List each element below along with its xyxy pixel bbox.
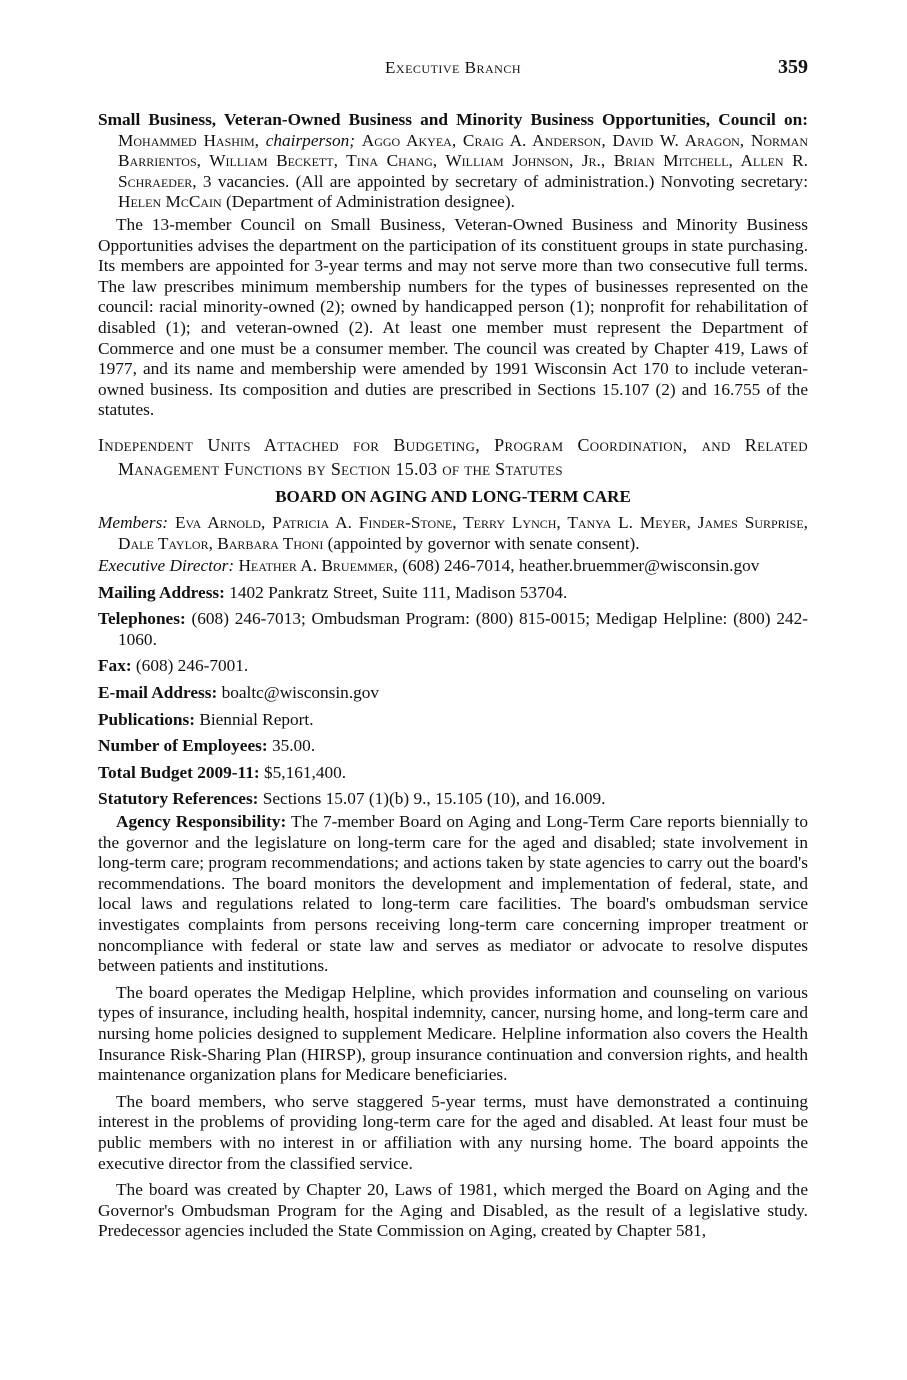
board-paragraph: The board was created by Chapter 20, Laws of 1981, which merged the Board on Aging and the Governor's Ombudsman Program for the Aging and Disabled, as the result of a legislative study. Predecessor agencies included the State Commission on Aging, created by Chapter 581, [98, 1180, 808, 1241]
board-field-label: Statutory References: [98, 789, 259, 809]
council-title: Small Business, Veteran-Owned Business and Minority Business Opportunities, Council on: [98, 110, 808, 129]
agency-responsibility-label: Agency Responsibility: [116, 812, 287, 832]
board-field [98, 763, 808, 784]
board-field-value: Sections 15.07 (1)(b) 9., 15.105 (10), and 16.009. [262, 789, 606, 809]
page-number: 359 [778, 56, 808, 78]
board-paragraph: The board members, who serve staggered 5-year terms, must have demonstrated a continuing interest in the problems of providing long-term care for the aged and disabled. At least four must be public members with no interest in or affiliation with any nursing home. The board appoints the executive director from the classified service. [98, 1091, 808, 1173]
board-title: BOARD ON AGING AND LONG-TERM CARE [275, 486, 631, 506]
agency-responsibility [98, 812, 808, 977]
board-paragraph: The board operates the Medigap Helpline, which provides information and counseling on various types of insurance, including health, hospital indemnity, cancer, nursing home, and long-term care and nursing home policies designed to supplement Medicare. Helpline information also covers the Health Insurance Risk-Sharing Plan (HIRSP), group insurance continuation and conversion rights, and health maintenance organization plans for Medicare beneficiaries. [98, 982, 808, 1085]
council-secretary-name: Helen McCain [118, 192, 222, 212]
board-members-label: Members: [98, 512, 169, 532]
board-field [98, 609, 808, 650]
board-field [98, 656, 808, 677]
board-field-value: (608) 246-7001. [135, 656, 249, 676]
council-entry [98, 110, 808, 213]
board-field-label: Publications: [98, 709, 195, 729]
board-field [98, 710, 808, 731]
section-heading: Independent Units Attached for Budgeting, Program Coordination, and Related Management Functions by Section 15.03 of the Statutes [98, 434, 808, 479]
board-paragraphs [98, 983, 808, 1242]
board-field [98, 736, 808, 757]
agency-responsibility-text: The 7-member Board on Aging and Long-Term Care reports biennially to the governor and the legislature on long-term care for the aged and disabled; state involvement in long-term care; program recommendations; and actions taken by state agencies to carry out the board's recommendations. The board monitors the development and implementation of federal, state, and local laws and regulations related to long-term care facilities. The board's ombudsman service investigates complaints from persons receiving long-term care concerning improper treatment or noncompliance with federal or state law and serves as mediator or advocate to resolve disputes between patients and institutions. [98, 812, 809, 976]
executive-director-name: Heather A. Bruemmer, [238, 556, 398, 576]
council-description: The 13-member Council on Small Business, Veteran-Owned Business and Minority Business Opportunities advises the department on the participation of its constituent groups in state purchasing. Its members are appointed for 3-year terms and may not serve more than two consecutive full terms. The law prescribes minimum membership numbers for the types of businesses represented on the council: racial minority-owned (2); owned by handicapped person (1); nonprofit for rehabilitation of disabled (1); and veteran-owned (2). At least one member must represent the Department of Commerce and one must be a consumer member. The council was created by Chapter 419, Laws of 1977, and its name and membership were amended by 1991 Wisconsin Act 170 to include veteran-owned business. Its composition and duties are prescribed in Sections 15.107 (2) and 16.755 of the statutes. [98, 214, 808, 420]
board-field-label: Total Budget 2009-11: [98, 762, 260, 782]
board-field-label: Fax: [98, 656, 132, 676]
board-field [98, 789, 808, 810]
board-fields [98, 583, 808, 810]
board-members-names: Eva Arnold, Patricia A. Finder-Stone, Terry Lynch, Tanya L. Meyer, James Surprise, Dale Taylor, Barbara Thoni [118, 512, 808, 553]
council-members: Aggo Akyea, Craig A. Anderson, David W. Aragon, Norman Barrientos, William Beckett, Tina Chang, William Johnson, Jr., Brian Mitchell, Allen R. Schraeder, [118, 130, 809, 191]
board-field-value: boaltc@wisconsin.gov [221, 683, 380, 703]
executive-director-entry [98, 556, 808, 577]
executive-director-label: Executive Director: [98, 556, 235, 576]
board-field-value: 1402 Pankratz Street, Suite 111, Madison 53704. [229, 582, 568, 602]
council-vacancies: 3 vacancies. (All are appointed by secretary of administration.) Nonvoting secretary: [202, 171, 808, 191]
board-field-label: E-mail Address: [98, 683, 218, 703]
board-members-note: (appointed by governor with senate consent). [327, 533, 640, 553]
document-page [98, 56, 808, 1242]
running-title: Executive Branch [385, 58, 521, 77]
board-field-label: Mailing Address: [98, 582, 225, 602]
board-field-value: (608) 246-7013; Ombudsman Program: (800) 815-0015; Medigap Helpline: (800) 242-1060. [118, 609, 809, 649]
board-members-entry [98, 513, 808, 554]
board-field-value: $5,161,400. [263, 762, 347, 782]
board-field [98, 583, 808, 604]
executive-director-contact: (608) 246-7014, heather.bruemmer@wisconsin.gov [402, 556, 760, 576]
running-header [98, 56, 808, 82]
board-field-label: Telephones: [98, 609, 186, 629]
council-secretary-note: (Department of Administration designee). [226, 192, 515, 212]
board-field-value: 35.00. [271, 736, 316, 756]
council-chair-name: Mohammed Hashim, [118, 130, 259, 150]
board-field [98, 683, 808, 704]
council-chair-role: chairperson; [265, 130, 355, 150]
board-field-label: Number of Employees: [98, 736, 268, 756]
board-field-value: Biennial Report. [199, 709, 314, 729]
